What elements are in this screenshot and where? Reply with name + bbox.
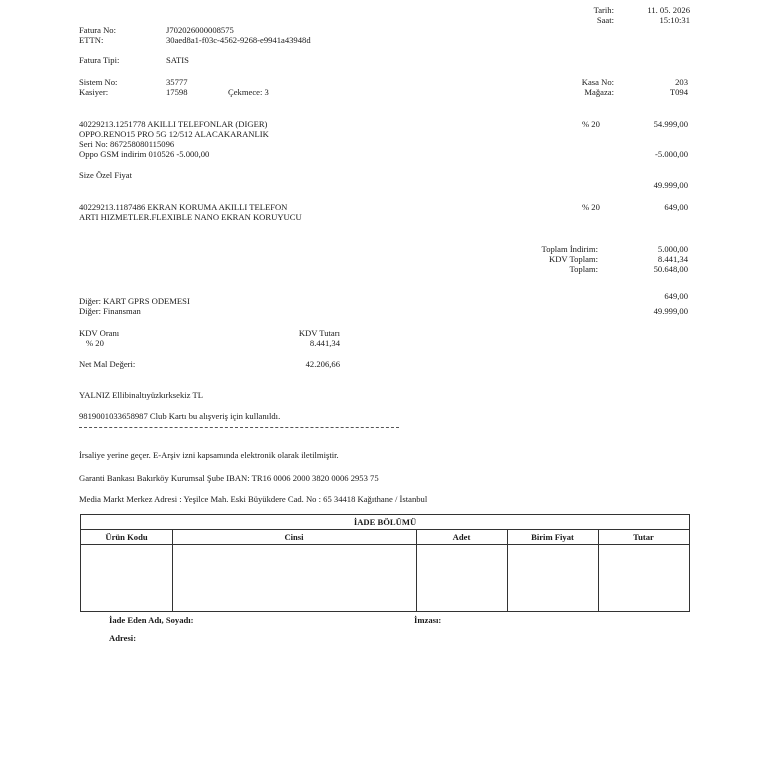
item1-discount-note: Oppo GSM indirim 010526 -5.000,00 <box>79 149 210 159</box>
cashier-value: 17598 <box>166 87 188 97</box>
store-label: Mağaza: <box>584 87 614 97</box>
invoice-no-label: Fatura No: <box>79 25 116 35</box>
waybill-note: İrsaliye yerine geçer. E-Arşiv izni kapsamında elektronik olarak iletilmiştir. <box>79 450 339 460</box>
time-label: Saat: <box>596 15 614 25</box>
net-value: 42.206,66 <box>305 359 340 369</box>
date-label: Tarih: <box>593 5 614 15</box>
time-value: 15:10:31 <box>659 15 690 25</box>
date-value: 11. 05. 2026 <box>647 5 690 15</box>
amount-in-words: YALNIZ Ellibinaltıyüzkırksekiz TL <box>79 390 203 400</box>
vat-rate-value: % 20 <box>86 338 104 348</box>
item1-net: 49.999,00 <box>653 180 688 190</box>
invoice-no-value: J702026000008575 <box>166 25 234 35</box>
vat-amount-header: KDV Tutarı <box>298 328 340 338</box>
column-divider <box>598 530 599 611</box>
signature-label: İmzası: <box>414 615 442 625</box>
payment2-value: 49.999,00 <box>653 306 688 316</box>
system-no-value: 35777 <box>166 77 188 87</box>
item2-vat: % 20 <box>582 202 600 212</box>
total-value: 50.648,00 <box>653 264 688 274</box>
invoice-type-value: SATIS <box>166 55 189 65</box>
col-product-code: Ürün Kodu <box>81 530 172 545</box>
item1-price: 54.999,00 <box>653 119 688 129</box>
col-unit-price: Birim Fiyat <box>507 530 598 545</box>
address-label: Adresi: <box>109 633 137 643</box>
return-section-title: İADE BÖLÜMÜ <box>81 515 689 530</box>
col-amount: Tutar <box>598 530 689 545</box>
col-quantity: Adet <box>416 530 507 545</box>
col-type: Cinsi <box>172 530 416 545</box>
item2-price: 649,00 <box>664 202 688 212</box>
cashier-label: Kasiyer: <box>79 87 109 97</box>
vat-total-label: KDV Toplam: <box>549 254 598 264</box>
item1-line1: 40229213.1251778 AKILLI TELEFONLAR (DIGER) <box>79 119 268 129</box>
company-address: Media Markt Merkez Adresi : Yeşilce Mah. Eski Büyükdere Cad. No : 65 34418 Kağıthane / İstanbul <box>79 494 428 504</box>
dashed-divider <box>79 427 399 428</box>
column-divider <box>416 530 417 611</box>
payment1-label: Diğer: KART GPRS ODEMESI <box>79 296 190 306</box>
store-value: T094 <box>669 87 688 97</box>
column-divider <box>507 530 508 611</box>
total-label: Toplam: <box>569 264 598 274</box>
item2-line2: ARTI HIZMETLER.FLEXIBLE NANO EKRAN KORUYUCU <box>79 212 302 222</box>
vat-rate-header: KDV Oranı <box>79 328 120 338</box>
item1-vat: % 20 <box>582 119 600 129</box>
ettn-value: 30aed8a1-f03c-4562-9268-e9941a43948d <box>166 35 311 45</box>
item1-discount: -5.000,00 <box>655 149 688 159</box>
returner-name-label: İade Eden Adı, Soyadı: <box>109 615 194 625</box>
payment1-value: 649,00 <box>664 291 688 301</box>
item1-serial: Seri No: 867258080115096 <box>79 139 175 149</box>
net-value-label: Net Mal Değeri: <box>79 359 136 369</box>
vat-total-value: 8.441,34 <box>657 254 688 264</box>
register-value: 203 <box>675 77 688 87</box>
payment2-label: Diğer: Finansman <box>79 306 141 316</box>
register-label: Kasa No: <box>581 77 614 87</box>
total-discount-label: Toplam İndirim: <box>541 244 598 254</box>
drawer-text: Çekmece: 3 <box>228 87 269 97</box>
special-price-label: Size Özel Fiyat <box>79 170 132 180</box>
total-discount-value: 5.000,00 <box>657 244 688 254</box>
column-divider <box>172 530 173 611</box>
club-card-note: 9819001033658987 Club Kartı bu alışveriş için kullanıldı. <box>79 411 281 421</box>
bank-info: Garanti Bankası Bakırköy Kurumsal Şube IBAN: TR16 0006 2000 3820 0006 2953 75 <box>79 473 379 483</box>
item1-line2: OPPO.RENO15 PRO 5G 12/512 ALACAKARANLIK <box>79 129 269 139</box>
system-no-label: Sistem No: <box>79 77 118 87</box>
ettn-label: ETTN: <box>79 35 104 45</box>
vat-amount-value: 8.441,34 <box>309 338 340 348</box>
item2-line1: 40229213.1187486 EKRAN KORUMA AKILLI TELEFON <box>79 202 288 212</box>
invoice-type-label: Fatura Tipi: <box>79 55 120 65</box>
return-section-table <box>80 514 690 612</box>
